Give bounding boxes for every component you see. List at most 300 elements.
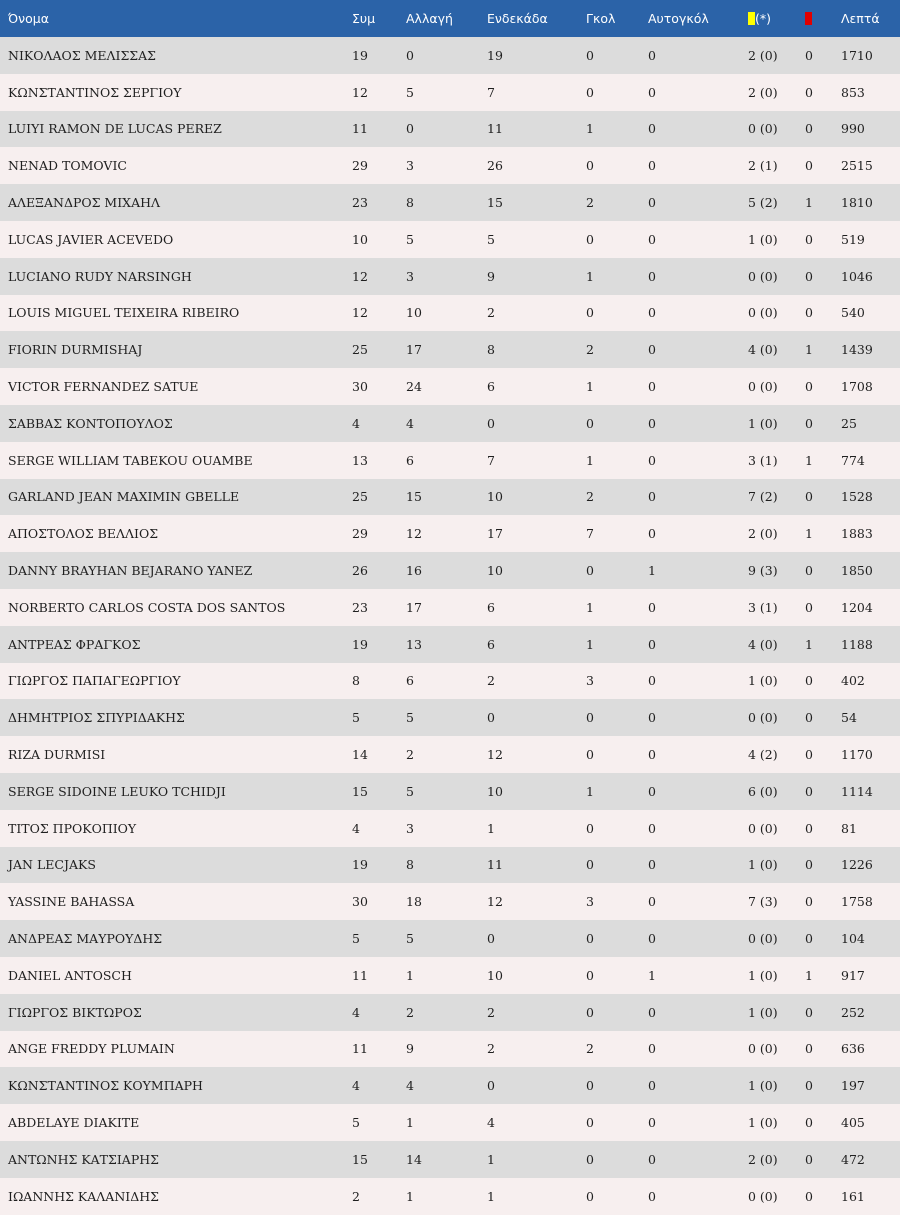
cell-own-goals: 1	[648, 957, 748, 994]
cell-player-name: LOUIS MIGUEL TEIXEIRA RIBEIRO	[0, 295, 352, 332]
yellow-card-icon	[748, 12, 755, 25]
cell-starts: 7	[487, 74, 586, 111]
table-row	[0, 1141, 900, 1178]
cell-red-cards: 0	[805, 1104, 841, 1141]
cell-yellow-cards: 2 (0)	[748, 515, 805, 552]
cell-starts: 0	[487, 920, 586, 957]
cell-yellow-cards: 0 (0)	[748, 295, 805, 332]
cell-yellow-cards: 1 (0)	[748, 1104, 805, 1141]
cell-yellow-cards: 1 (0)	[748, 405, 805, 442]
cell-minutes: 1188	[841, 626, 900, 663]
cell-own-goals: 0	[648, 1178, 748, 1215]
cell-starts: 26	[487, 147, 586, 184]
header-starts[interactable]: Ενδεκάδα	[487, 0, 586, 37]
cell-appearances: 25	[352, 479, 406, 516]
cell-minutes: 853	[841, 74, 900, 111]
cell-minutes: 104	[841, 920, 900, 957]
cell-goals: 0	[586, 1141, 648, 1178]
cell-starts: 10	[487, 957, 586, 994]
cell-red-cards: 0	[805, 552, 841, 589]
table-row	[0, 1178, 900, 1215]
cell-yellow-cards: 2 (0)	[748, 1141, 805, 1178]
cell-starts: 10	[487, 773, 586, 810]
cell-goals: 0	[586, 957, 648, 994]
cell-own-goals: 0	[648, 810, 748, 847]
cell-red-cards: 0	[805, 295, 841, 332]
cell-red-cards: 0	[805, 589, 841, 626]
cell-red-cards: 0	[805, 883, 841, 920]
cell-own-goals: 0	[648, 258, 748, 295]
cell-substitutions: 24	[406, 368, 487, 405]
table-row	[0, 405, 900, 442]
cell-goals: 3	[586, 883, 648, 920]
cell-player-name: SERGE SIDOINE LEUKO TCHIDJI	[0, 773, 352, 810]
cell-player-name: ΚΩΝΣΤΑΝΤΙΝΟΣ ΚΟΥΜΠΑΡΗ	[0, 1067, 352, 1104]
cell-minutes: 1170	[841, 736, 900, 773]
cell-own-goals: 0	[648, 994, 748, 1031]
cell-substitutions: 1	[406, 957, 487, 994]
cell-appearances: 4	[352, 1067, 406, 1104]
cell-player-name: SERGE WILLIAM TABEKOU OUAMBE	[0, 442, 352, 479]
cell-player-name: JAN LECJAKS	[0, 847, 352, 884]
cell-minutes: 774	[841, 442, 900, 479]
cell-yellow-cards: 0 (0)	[748, 810, 805, 847]
header-name[interactable]: Όνομα	[0, 0, 352, 37]
cell-appearances: 5	[352, 920, 406, 957]
cell-own-goals: 0	[648, 1031, 748, 1068]
cell-appearances: 13	[352, 442, 406, 479]
cell-yellow-cards: 2 (0)	[748, 37, 805, 74]
header-red-cards[interactable]	[805, 0, 841, 37]
cell-starts: 17	[487, 515, 586, 552]
table-row	[0, 1067, 900, 1104]
cell-goals: 1	[586, 111, 648, 148]
cell-own-goals: 0	[648, 368, 748, 405]
cell-appearances: 29	[352, 515, 406, 552]
cell-goals: 0	[586, 994, 648, 1031]
cell-own-goals: 0	[648, 515, 748, 552]
cell-starts: 19	[487, 37, 586, 74]
cell-starts: 6	[487, 368, 586, 405]
cell-appearances: 12	[352, 295, 406, 332]
table-row	[0, 74, 900, 111]
cell-player-name: ΤΙΤΟΣ ΠΡΟΚΟΠΙΟΥ	[0, 810, 352, 847]
table-row	[0, 37, 900, 74]
cell-red-cards: 0	[805, 405, 841, 442]
cell-substitutions: 10	[406, 295, 487, 332]
cell-yellow-cards: 1 (0)	[748, 847, 805, 884]
cell-player-name: LUIYI RAMON DE LUCAS PEREZ	[0, 111, 352, 148]
cell-goals: 0	[586, 147, 648, 184]
cell-starts: 1	[487, 1141, 586, 1178]
cell-minutes: 252	[841, 994, 900, 1031]
cell-own-goals: 0	[648, 626, 748, 663]
table-row	[0, 258, 900, 295]
cell-goals: 0	[586, 37, 648, 74]
cell-substitutions: 8	[406, 184, 487, 221]
cell-red-cards: 0	[805, 258, 841, 295]
cell-starts: 12	[487, 883, 586, 920]
cell-red-cards: 0	[805, 479, 841, 516]
cell-appearances: 2	[352, 1178, 406, 1215]
header-yellow-suffix: (*)	[755, 11, 772, 26]
cell-substitutions: 6	[406, 663, 487, 700]
cell-appearances: 23	[352, 184, 406, 221]
cell-appearances: 14	[352, 736, 406, 773]
cell-starts: 4	[487, 1104, 586, 1141]
cell-own-goals: 0	[648, 1104, 748, 1141]
cell-own-goals: 0	[648, 74, 748, 111]
cell-starts: 11	[487, 111, 586, 148]
table-row	[0, 479, 900, 516]
cell-appearances: 5	[352, 699, 406, 736]
table-row	[0, 736, 900, 773]
cell-yellow-cards: 4 (2)	[748, 736, 805, 773]
cell-yellow-cards: 1 (0)	[748, 994, 805, 1031]
cell-own-goals: 0	[648, 1067, 748, 1104]
cell-appearances: 5	[352, 1104, 406, 1141]
cell-goals: 2	[586, 331, 648, 368]
cell-own-goals: 0	[648, 331, 748, 368]
cell-appearances: 23	[352, 589, 406, 626]
cell-yellow-cards: 1 (0)	[748, 663, 805, 700]
cell-yellow-cards: 9 (3)	[748, 552, 805, 589]
cell-goals: 2	[586, 1031, 648, 1068]
cell-appearances: 25	[352, 331, 406, 368]
cell-appearances: 30	[352, 883, 406, 920]
cell-player-name: LUCAS JAVIER ACEVEDO	[0, 221, 352, 258]
cell-minutes: 472	[841, 1141, 900, 1178]
cell-minutes: 197	[841, 1067, 900, 1104]
table-row	[0, 589, 900, 626]
cell-starts: 1	[487, 810, 586, 847]
cell-red-cards: 1	[805, 184, 841, 221]
cell-minutes: 540	[841, 295, 900, 332]
cell-yellow-cards: 7 (2)	[748, 479, 805, 516]
cell-goals: 1	[586, 626, 648, 663]
cell-own-goals: 0	[648, 1141, 748, 1178]
cell-substitutions: 5	[406, 74, 487, 111]
cell-red-cards: 1	[805, 957, 841, 994]
table-row	[0, 552, 900, 589]
header-minutes[interactable]: Λεπτά	[841, 0, 900, 37]
cell-red-cards: 0	[805, 920, 841, 957]
cell-starts: 10	[487, 479, 586, 516]
cell-goals: 1	[586, 258, 648, 295]
table-row	[0, 663, 900, 700]
cell-yellow-cards: 2 (1)	[748, 147, 805, 184]
cell-substitutions: 2	[406, 736, 487, 773]
cell-red-cards: 0	[805, 111, 841, 148]
cell-red-cards: 0	[805, 1031, 841, 1068]
cell-starts: 0	[487, 699, 586, 736]
cell-own-goals: 0	[648, 442, 748, 479]
cell-goals: 0	[586, 736, 648, 773]
cell-player-name: YASSINE BAHASSA	[0, 883, 352, 920]
cell-substitutions: 5	[406, 221, 487, 258]
cell-substitutions: 4	[406, 1067, 487, 1104]
cell-minutes: 25	[841, 405, 900, 442]
cell-yellow-cards: 0 (0)	[748, 1031, 805, 1068]
cell-own-goals: 0	[648, 184, 748, 221]
cell-minutes: 519	[841, 221, 900, 258]
cell-red-cards: 1	[805, 331, 841, 368]
cell-player-name: VICTOR FERNANDEZ SATUE	[0, 368, 352, 405]
cell-starts: 11	[487, 847, 586, 884]
cell-red-cards: 0	[805, 74, 841, 111]
cell-starts: 1	[487, 1178, 586, 1215]
cell-yellow-cards: 7 (3)	[748, 883, 805, 920]
cell-player-name: ΓΙΩΡΓΟΣ ΠΑΠΑΓΕΩΡΓΙΟΥ	[0, 663, 352, 700]
cell-goals: 0	[586, 810, 648, 847]
cell-yellow-cards: 0 (0)	[748, 920, 805, 957]
cell-goals: 0	[586, 699, 648, 736]
cell-red-cards: 0	[805, 368, 841, 405]
cell-yellow-cards: 6 (0)	[748, 773, 805, 810]
cell-yellow-cards: 0 (0)	[748, 368, 805, 405]
cell-starts: 0	[487, 405, 586, 442]
cell-appearances: 11	[352, 1031, 406, 1068]
cell-substitutions: 6	[406, 442, 487, 479]
cell-starts: 8	[487, 331, 586, 368]
cell-red-cards: 0	[805, 699, 841, 736]
cell-appearances: 15	[352, 773, 406, 810]
cell-own-goals: 0	[648, 111, 748, 148]
cell-substitutions: 17	[406, 331, 487, 368]
cell-goals: 0	[586, 295, 648, 332]
cell-minutes: 990	[841, 111, 900, 148]
cell-substitutions: 1	[406, 1104, 487, 1141]
cell-starts: 2	[487, 663, 586, 700]
table-row	[0, 1104, 900, 1141]
cell-minutes: 1810	[841, 184, 900, 221]
table-row	[0, 331, 900, 368]
cell-goals: 7	[586, 515, 648, 552]
cell-substitutions: 16	[406, 552, 487, 589]
cell-starts: 10	[487, 552, 586, 589]
table-row	[0, 994, 900, 1031]
cell-red-cards: 0	[805, 37, 841, 74]
table-row	[0, 111, 900, 148]
cell-own-goals: 0	[648, 699, 748, 736]
cell-appearances: 12	[352, 258, 406, 295]
cell-own-goals: 0	[648, 37, 748, 74]
cell-player-name: GARLAND JEAN MAXIMIN GBELLE	[0, 479, 352, 516]
cell-minutes: 2515	[841, 147, 900, 184]
cell-substitutions: 17	[406, 589, 487, 626]
cell-appearances: 19	[352, 626, 406, 663]
cell-goals: 1	[586, 773, 648, 810]
cell-minutes: 1439	[841, 331, 900, 368]
cell-yellow-cards: 3 (1)	[748, 442, 805, 479]
cell-goals: 1	[586, 442, 648, 479]
cell-substitutions: 3	[406, 810, 487, 847]
cell-red-cards: 0	[805, 1141, 841, 1178]
table-row	[0, 957, 900, 994]
cell-minutes: 402	[841, 663, 900, 700]
cell-yellow-cards: 4 (0)	[748, 331, 805, 368]
cell-red-cards: 0	[805, 147, 841, 184]
header-yellow-cards[interactable]	[748, 0, 805, 37]
cell-own-goals: 0	[648, 479, 748, 516]
cell-player-name: ΑΛΕΞΑΝΔΡΟΣ ΜΙΧΑΗΛ	[0, 184, 352, 221]
table-row	[0, 184, 900, 221]
cell-goals: 0	[586, 405, 648, 442]
cell-goals: 0	[586, 1067, 648, 1104]
table-row	[0, 147, 900, 184]
cell-minutes: 1114	[841, 773, 900, 810]
table-row	[0, 295, 900, 332]
cell-appearances: 4	[352, 994, 406, 1031]
table-row	[0, 368, 900, 405]
cell-goals: 0	[586, 847, 648, 884]
cell-starts: 15	[487, 184, 586, 221]
cell-goals: 0	[586, 1104, 648, 1141]
cell-own-goals: 0	[648, 295, 748, 332]
cell-red-cards: 0	[805, 773, 841, 810]
header-apps[interactable]: Συμ	[352, 0, 406, 37]
cell-minutes: 1883	[841, 515, 900, 552]
cell-player-name: ΝΙΚΟΛΑΟΣ ΜΕΛΙΣΣΑΣ	[0, 37, 352, 74]
cell-player-name: FIORIN DURMISHAJ	[0, 331, 352, 368]
cell-goals: 0	[586, 1178, 648, 1215]
cell-appearances: 4	[352, 405, 406, 442]
cell-yellow-cards: 0 (0)	[748, 699, 805, 736]
cell-appearances: 19	[352, 37, 406, 74]
cell-substitutions: 12	[406, 515, 487, 552]
cell-player-name: ΑΠΟΣΤΟΛΟΣ ΒΕΛΛΙΟΣ	[0, 515, 352, 552]
cell-minutes: 81	[841, 810, 900, 847]
cell-red-cards: 1	[805, 515, 841, 552]
cell-player-name: DANNY BRAYHAN BEJARANO YANEZ	[0, 552, 352, 589]
cell-substitutions: 8	[406, 847, 487, 884]
cell-minutes: 405	[841, 1104, 900, 1141]
cell-appearances: 12	[352, 74, 406, 111]
cell-goals: 1	[586, 368, 648, 405]
cell-substitutions: 5	[406, 773, 487, 810]
cell-goals: 0	[586, 920, 648, 957]
cell-red-cards: 0	[805, 1178, 841, 1215]
cell-minutes: 1850	[841, 552, 900, 589]
cell-minutes: 1708	[841, 368, 900, 405]
cell-goals: 2	[586, 479, 648, 516]
cell-starts: 2	[487, 1031, 586, 1068]
cell-player-name: ΑΝΤΡΕΑΣ ΦΡΑΓΚΟΣ	[0, 626, 352, 663]
cell-own-goals: 1	[648, 552, 748, 589]
cell-red-cards: 0	[805, 221, 841, 258]
cell-own-goals: 0	[648, 847, 748, 884]
cell-appearances: 11	[352, 957, 406, 994]
cell-own-goals: 0	[648, 589, 748, 626]
header-own-goals[interactable]: Αυτογκόλ	[648, 0, 748, 37]
cell-starts: 7	[487, 442, 586, 479]
cell-appearances: 11	[352, 111, 406, 148]
cell-player-name: NENAD TOMOVIC	[0, 147, 352, 184]
cell-player-name: ANGE FREDDY PLUMAIN	[0, 1031, 352, 1068]
cell-player-name: ΚΩΝΣΤΑΝΤΙΝΟΣ ΣΕΡΓΙΟΥ	[0, 74, 352, 111]
cell-yellow-cards: 0 (0)	[748, 1178, 805, 1215]
cell-player-name: RIZA DURMISI	[0, 736, 352, 773]
cell-red-cards: 0	[805, 810, 841, 847]
cell-player-name: DANIEL ANTOSCH	[0, 957, 352, 994]
cell-player-name: ΑΝΤΩΝΗΣ ΚΑΤΣΙΑΡΗΣ	[0, 1141, 352, 1178]
cell-yellow-cards: 0 (0)	[748, 258, 805, 295]
cell-minutes: 1046	[841, 258, 900, 295]
table-row	[0, 626, 900, 663]
table-row	[0, 1031, 900, 1068]
cell-starts: 2	[487, 295, 586, 332]
cell-substitutions: 15	[406, 479, 487, 516]
cell-goals: 0	[586, 221, 648, 258]
table-row	[0, 442, 900, 479]
cell-appearances: 19	[352, 847, 406, 884]
cell-yellow-cards: 3 (1)	[748, 589, 805, 626]
header-subs[interactable]: Αλλαγή	[406, 0, 487, 37]
table-row	[0, 847, 900, 884]
table-row	[0, 883, 900, 920]
cell-minutes: 1204	[841, 589, 900, 626]
cell-player-name: ΓΙΩΡΓΟΣ ΒΙΚΤΩΡΟΣ	[0, 994, 352, 1031]
cell-own-goals: 0	[648, 405, 748, 442]
cell-yellow-cards: 1 (0)	[748, 221, 805, 258]
cell-minutes: 161	[841, 1178, 900, 1215]
cell-player-name: ΙΩΑΝΝΗΣ ΚΑΛΑΝΙΔΗΣ	[0, 1178, 352, 1215]
cell-own-goals: 0	[648, 147, 748, 184]
cell-starts: 6	[487, 626, 586, 663]
cell-goals: 0	[586, 552, 648, 589]
table-row	[0, 221, 900, 258]
cell-yellow-cards: 1 (0)	[748, 1067, 805, 1104]
cell-substitutions: 2	[406, 994, 487, 1031]
cell-substitutions: 18	[406, 883, 487, 920]
cell-minutes: 636	[841, 1031, 900, 1068]
cell-goals: 3	[586, 663, 648, 700]
cell-appearances: 29	[352, 147, 406, 184]
cell-substitutions: 13	[406, 626, 487, 663]
table-row	[0, 699, 900, 736]
cell-minutes: 54	[841, 699, 900, 736]
cell-starts: 0	[487, 1067, 586, 1104]
cell-red-cards: 1	[805, 442, 841, 479]
table-row	[0, 920, 900, 957]
cell-appearances: 30	[352, 368, 406, 405]
cell-minutes: 1710	[841, 37, 900, 74]
cell-player-name: ΣΑΒΒΑΣ ΚΟΝΤΟΠΟΥΛΟΣ	[0, 405, 352, 442]
cell-red-cards: 0	[805, 736, 841, 773]
cell-substitutions: 5	[406, 920, 487, 957]
cell-appearances: 15	[352, 1141, 406, 1178]
cell-starts: 5	[487, 221, 586, 258]
table-row	[0, 515, 900, 552]
cell-red-cards: 0	[805, 994, 841, 1031]
cell-own-goals: 0	[648, 736, 748, 773]
table-header-row	[0, 0, 900, 37]
header-goals[interactable]: Γκολ	[586, 0, 648, 37]
cell-appearances: 8	[352, 663, 406, 700]
cell-yellow-cards: 4 (0)	[748, 626, 805, 663]
cell-yellow-cards: 5 (2)	[748, 184, 805, 221]
cell-goals: 2	[586, 184, 648, 221]
cell-own-goals: 0	[648, 883, 748, 920]
cell-starts: 9	[487, 258, 586, 295]
cell-substitutions: 4	[406, 405, 487, 442]
cell-yellow-cards: 2 (0)	[748, 74, 805, 111]
cell-starts: 2	[487, 994, 586, 1031]
cell-substitutions: 1	[406, 1178, 487, 1215]
table-row	[0, 810, 900, 847]
cell-red-cards: 0	[805, 663, 841, 700]
cell-substitutions: 14	[406, 1141, 487, 1178]
